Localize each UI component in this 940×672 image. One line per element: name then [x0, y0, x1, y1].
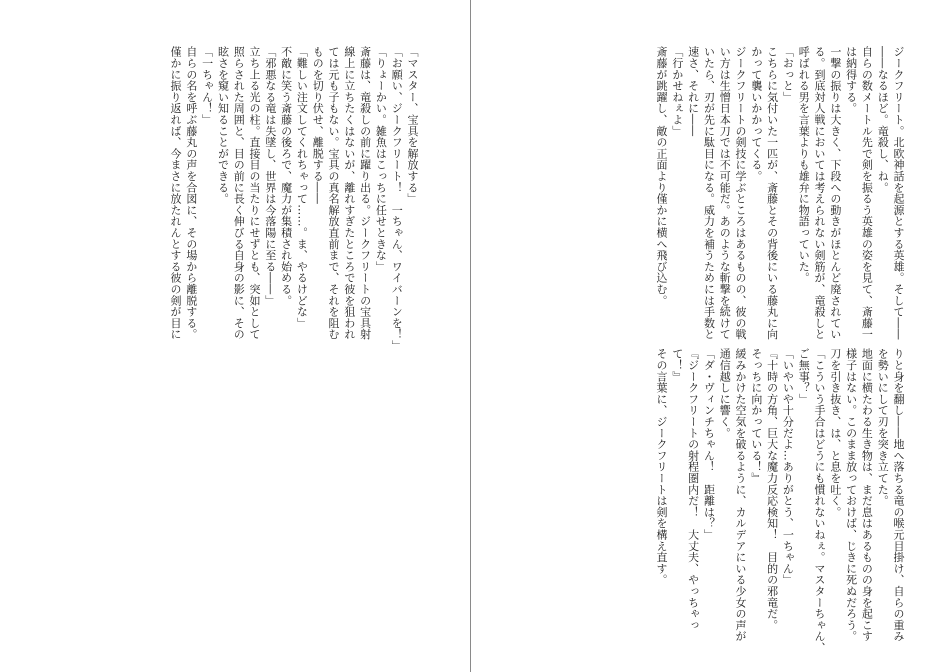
text-line: 僅かに振り返れば、今まさに放たれんとする彼の剣が目に: [169, 46, 183, 340]
text-line: 一撃の振りは大きく、下段への動きがほとんど廃されてい: [828, 46, 842, 340]
text-line: その言葉に、ジークフリートは剣を構え直す。: [655, 348, 669, 586]
text-line: こちらに気付いた一匹が、斎藤とその背後にいる藤丸に向: [765, 46, 779, 340]
text-line: 「こういう手合はどうにも慣れないねぇ。マスターちゃん、: [813, 348, 827, 654]
text-line: 斎藤が跳躍し、敵の正面より僅かに横へ飛び込む。: [655, 46, 669, 306]
text-line: 速さ、それに――: [686, 46, 700, 137]
text-line: 「邪悪なる竜は失墜し、世界は今落陽に至る――」: [263, 46, 277, 306]
text-line: る。到底対人戦においては考えられない剣筋が、竜殺しと: [813, 46, 827, 340]
text-line: 「一ちゃん！」: [200, 46, 214, 126]
text-line: 立ち上る光の柱。直接目の当たりにせずとも、突如として: [248, 46, 262, 340]
text-line: 「お願い、ジークフリート！ 一ちゃん、ワイバーンを！」: [390, 46, 404, 352]
text-line: 「難しい注文してくれちゃって……。ま、やるけどな」: [295, 46, 309, 329]
text-line: を勢いにして刃を突き立てた。: [876, 348, 890, 507]
text-line: は納得する。: [844, 46, 858, 114]
text-line: 通信越しに響く。: [718, 348, 732, 439]
text-line: ジークフリートの剣技に学ぶところはあるものの、彼の戦: [734, 46, 748, 340]
text-line: かって襲いかかってくる。: [749, 46, 763, 182]
text-line: て！』: [670, 348, 684, 382]
text-line: 地面に横たわる生き物は、まだ息はあるものの身を起こす: [860, 348, 874, 642]
text-line: 「りょーかい。雑魚はこっちに任せときな」: [374, 46, 388, 272]
text-line: 刀を引き抜き、は、と息を吐く。: [828, 348, 842, 518]
text-line: 「マスター、宝具を解放する」: [406, 46, 419, 205]
text-line: そっちに向かっている！』: [749, 348, 763, 484]
text-line: いたら、刃が先に駄目になる。威力を補うためには手数と: [702, 46, 716, 340]
left-page-upper-text: [0, 46, 420, 352]
text-line: ものを切り伏せ、離脱する――: [311, 46, 325, 205]
text-line: 緩みかけた空気を破るように、カルデアにいる少女の声が: [734, 348, 748, 642]
text-line: い方は生憎日本刀では不可能だ。あのような斬撃を続けて: [718, 46, 732, 340]
text-line: 不敵に笑う斎藤の後ろで、魔力が集積され始める。: [279, 46, 293, 306]
text-line: 線上に立ちたくはないが、離れすぎたところで彼を狙われ: [342, 46, 356, 340]
text-line: 自らの数メートル先で剣を振るう英雄の姿を見て、斎藤一: [860, 46, 874, 340]
text-line: ――なるほど。竜殺し、ね。: [876, 46, 890, 193]
text-line: 斎藤は、竜殺しの前に躍り出る。ジークフリートの宝具射: [358, 46, 372, 340]
text-line: 呼ばれる男を言葉よりも雄弁に物語っていた。: [797, 46, 811, 284]
text-line: ジークフリート。北欧神話を起源とする英雄。そして――: [892, 46, 905, 340]
text-line: 照らされた周囲と、目の前に長く伸びる自身の影に、その: [232, 46, 246, 340]
text-line: ては元も子もない。宝具の真名解放直前まで、それを阻む: [327, 46, 341, 340]
text-line: ご無事？」: [797, 348, 811, 405]
right-page-upper-text: [486, 46, 906, 346]
text-line: 『十時の方角、巨大な魔力反応検知！ 目的の邪竜だ。: [765, 348, 779, 631]
text-line: 「いやいや十分だよ…ありがとう、一ちゃん」: [781, 348, 795, 586]
right-page-lower-text: [486, 348, 906, 654]
text-line: 「ダ・ヴィンチちゃん！ 距離は？」: [702, 348, 716, 541]
text-line: 『ジークフリートの射程圏内だ！ 大丈夫、やっちゃっ: [686, 348, 700, 631]
text-line: 自らの名を呼ぶ藤丸の声を合図に、その場から離脱する。: [184, 46, 198, 340]
text-line: 眩さを窺い知ることができる。: [216, 46, 230, 205]
text-line: りと身を翻し――地へ落ちる竜の喉元目掛け、自らの重み: [892, 348, 905, 642]
right-page: [471, 0, 940, 672]
text-line: 「行かせねぇよ」: [670, 46, 684, 137]
text-line: 「おっと」: [781, 46, 795, 103]
text-line: 様子はない。このまま放っておけば、じきに死ぬだろう。: [844, 348, 858, 642]
